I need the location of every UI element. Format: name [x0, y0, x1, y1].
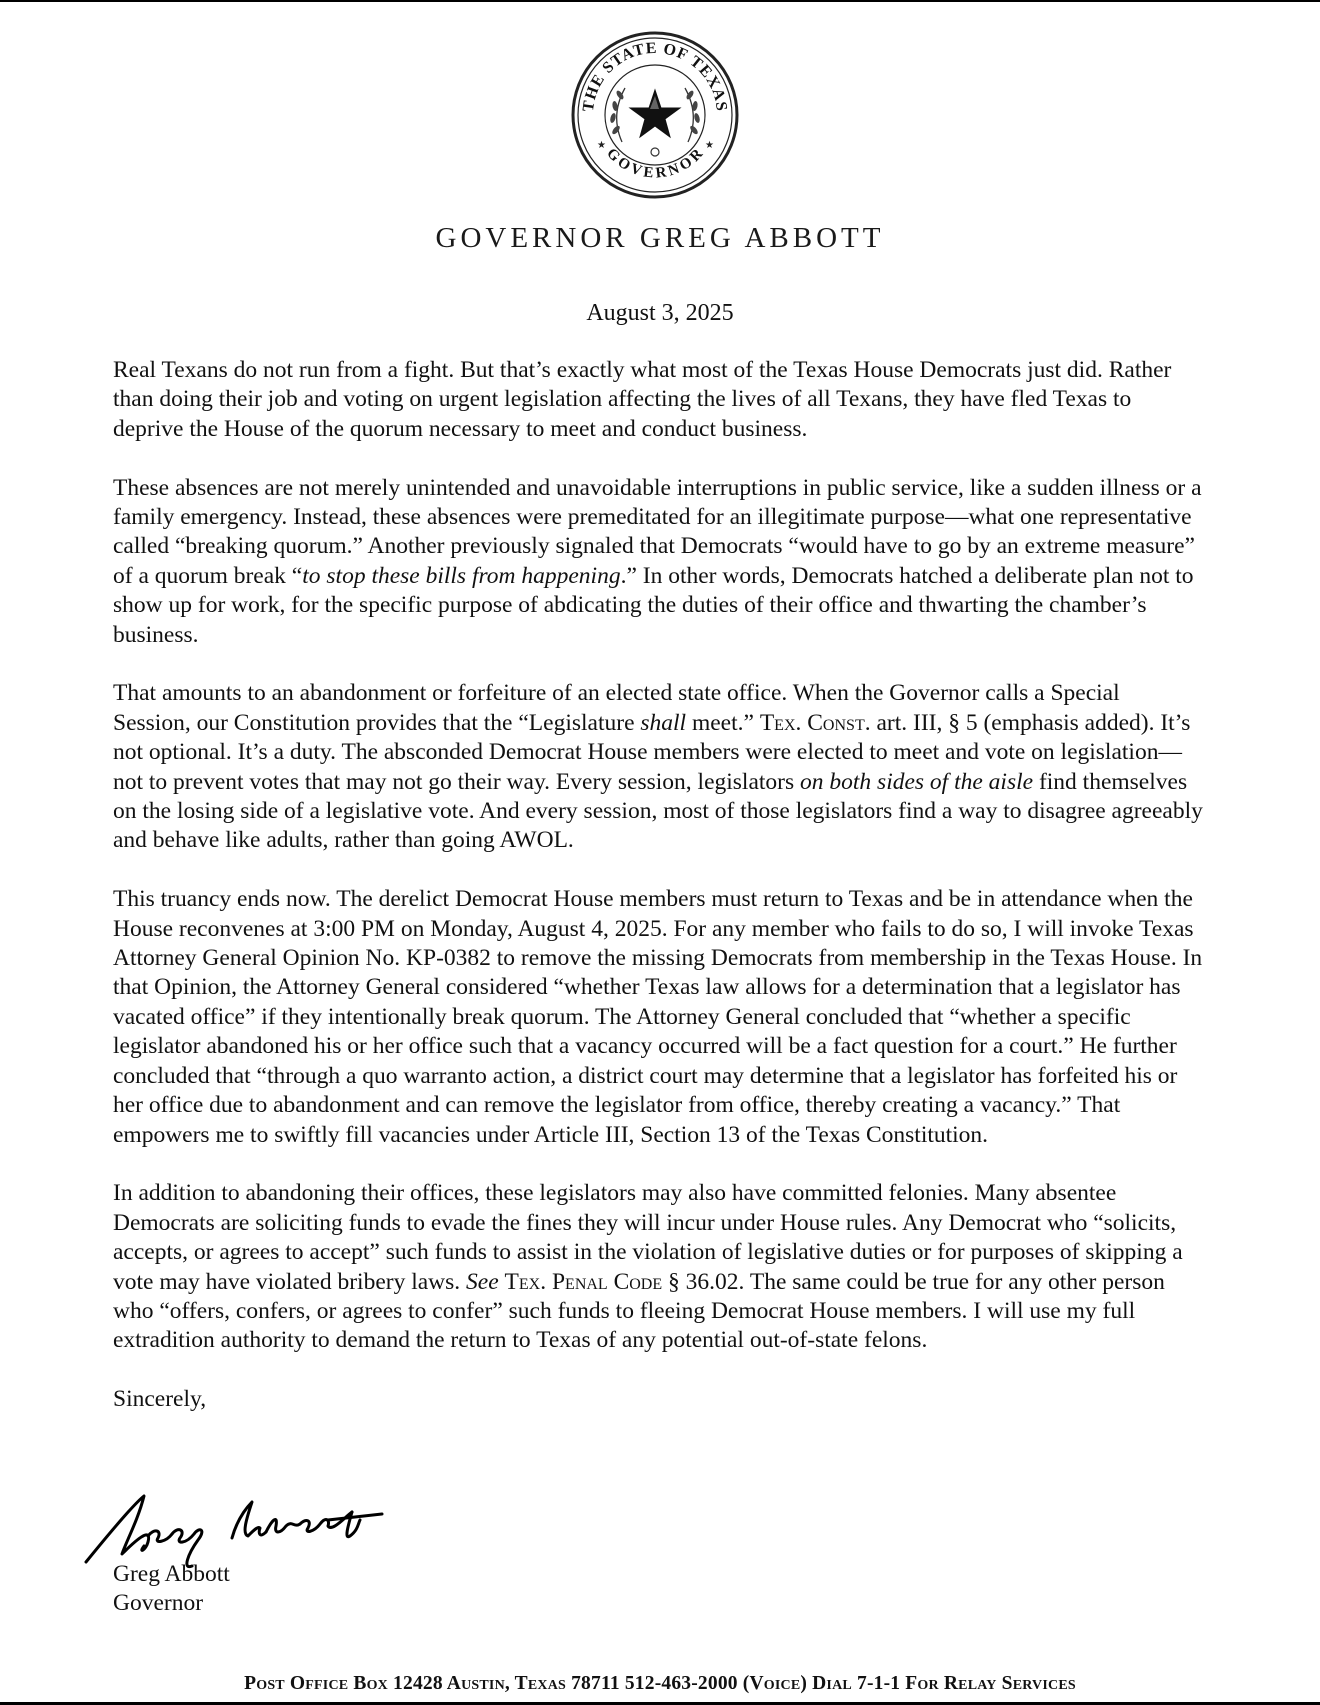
header-title: GOVERNOR GREG ABBOTT: [435, 222, 885, 254]
signer-block: [113, 1560, 230, 1619]
citation-penal-code: Tex. Penal Code: [504, 1268, 663, 1295]
emphasis-quote: to stop these bills from happening: [302, 562, 621, 589]
signer-name: Greg Abbott: [113, 1561, 230, 1587]
paragraph-1: Real Texans do not run from a fight. But that’s exactly what most of the Texas House Democrats just did. Rather than doing their job and voting on urgent legislation affecting the lives of all Texans, they have fled Texas to deprive the House of the quorum necessary to meet and conduct business.: [113, 357, 1172, 442]
emphasis-shall: shall: [640, 709, 687, 736]
emphasis-see: See: [466, 1268, 499, 1295]
svg-text:THE STATE OF TEXAS: THE STATE OF TEXAS: [579, 39, 731, 113]
paragraph-3: That amounts to an abandonment or forfeiture of an elected state office. When the Governor calls a Special Session, our Constitution provides that the “Legislature shall meet.” Tex. Const. art. III, § 5 (emphasis added). It’s not optional. It’s a duty. The absconded Democrat House members were elected to meet and vote on legislation—not to prevent votes that may not go their way. Every session, legislators on both sides of the aisle find themselves on the losing side of a legislative vote. And every session, most of those legislators find a way to disagree agreeably and behave like adults, rather than going AWOL.: [113, 680, 1203, 854]
paragraph-5: In addition to abandoning their offices, these legislators may also have committed felonies. Many absentee Democrats are soliciting funds to evade the fines they will incur under House rules. Any Democrat who “solicits, accepts, or agrees to accept” such funds to assist in the violation of legislative duties or for purposes of skipping a vote may have violated bribery laws. See Tex. Penal Code § 36.02. The same could be true for any other person who “offers, confers, or agrees to confer” such funds to fleeing Democrat House members. I will use my full extradition authority to demand the return to Texas of any potential out-of-state felons.: [113, 1180, 1183, 1354]
texas-governor-seal: [570, 30, 740, 200]
signer-title: Governor: [113, 1590, 204, 1617]
letter-body: [113, 356, 1203, 1444]
emphasis-both-sides: on both sides of the aisle: [800, 768, 1034, 795]
paragraph-4: This truancy ends now. The derelict Democrat House members must return to Texas and be in attendance when the House reconvenes at 3:00 PM on Monday, August 4, 2025. For any member who fails to do so, I will invoke Texas Attorney General Opinion No. KP-0382 to remove the missing Democrats from membership in the Texas House. In that Opinion, the Attorney General considered “whether Texas law allows for a determination that a legislator has vacated office” if they intentionally break quorum. The Attorney General concluded that “whether a specific legislator abandoned his or her office such that a vacancy occurred will be a fact question for a court.” He further concluded that “through a quo warranto action, a district court may determine that a legislator has forfeited his or her office due to abandonment and can remove the legislator from office, thereby creating a vacancy.” That empowers me to swiftly fill vacancies under Article III, Section 13 of the Texas Constitution.: [113, 886, 1203, 1148]
citation-tex-const: Tex. Const.: [759, 709, 871, 736]
footer-address: Post Office Box 12428 Austin, Texas 78711 512-463-2000 (Voice) Dial 7-1-1 For Relay Services: [244, 1673, 1076, 1694]
svg-text:★: ★: [597, 140, 606, 151]
closing: Sincerely,: [113, 1386, 207, 1413]
svg-text:★: ★: [705, 140, 714, 151]
letter-date: August 3, 2025: [586, 300, 734, 326]
paragraph-2: These absences are not merely unintended and unavoidable interruptions in public service, like a sudden illness or a family emergency. Instead, these absences were premeditated for an illegitimate purpose—what one representative called “breaking quorum.” Another previously signaled that Democrats “would have to go by an extreme measure” of a quorum break “to stop these bills from happening.” In other words, Democrats hatched a deliberate plan not to show up for work, for the specific purpose of abdicating the duties of their office and thwarting the chamber’s business.: [113, 474, 1202, 648]
top-border: [0, 0, 1320, 2]
svg-text:GOVERNOR: GOVERNOR: [603, 145, 707, 182]
